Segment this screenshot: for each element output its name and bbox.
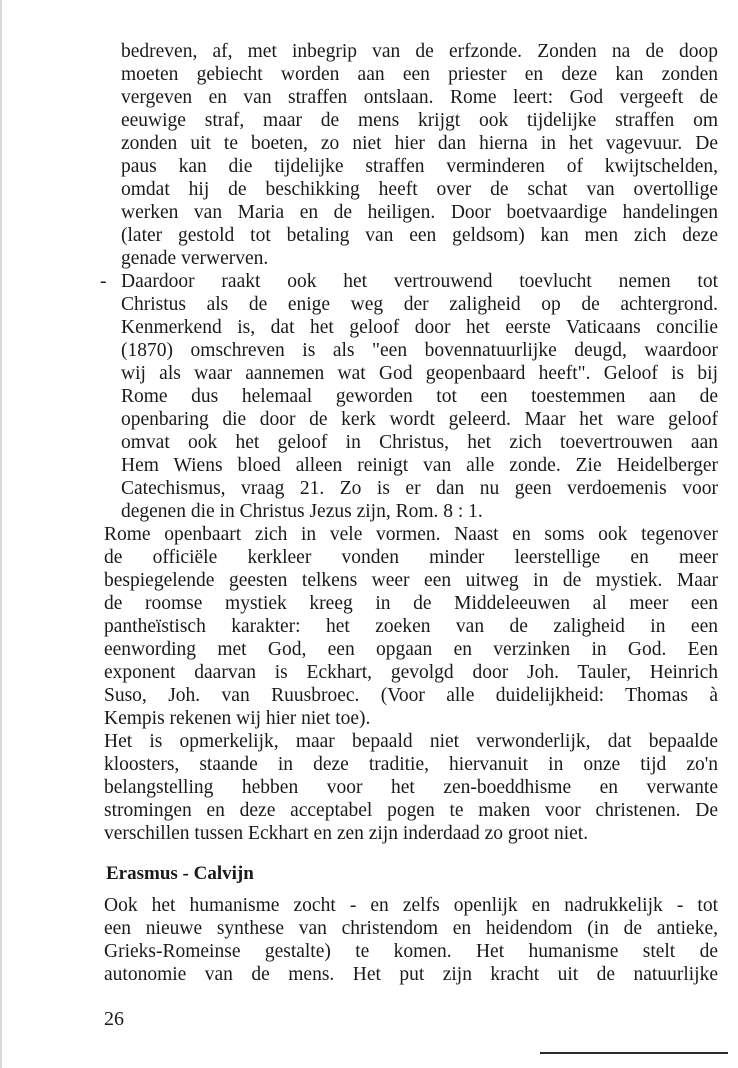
page-edge-shadow xyxy=(0,0,2,1068)
text-line: zonden uit te boeten, zo niet hier dan hierna in het vagevuur. De xyxy=(121,133,718,154)
text-line: omdat hij de beschikking heeft over de schat van overtollige xyxy=(121,179,718,200)
text-line: Het is opmerkelijk, maar bepaald niet verwonderlijk, dat bepaalde xyxy=(104,731,718,752)
text-line: Kenmerkend is, dat het geloof door het eerste Vaticaans concilie xyxy=(121,317,718,338)
text-line: autonomie van de mens. Het put zijn kracht uit de natuurlijke xyxy=(104,964,718,985)
section-heading: Erasmus - Calvijn xyxy=(106,863,254,884)
text-line: Suso, Joh. van Ruusbroec. (Voor alle duidelijkheid: Thomas à xyxy=(104,685,718,706)
text-line: exponent daarvan is Eckhart, gevolgd door Joh. Tauler, Heinrich xyxy=(104,662,718,683)
text-line: Ook het humanisme zocht - en zelfs openlijk en nadrukkelijk - tot xyxy=(104,895,718,916)
text-line: bespiegelende geesten telkens weer een uitweg in de mystiek. Maar xyxy=(104,570,718,591)
text-line: bedreven, af, met inbegrip van de erfzonde. Zonden na de doop xyxy=(121,41,718,62)
bottom-rule xyxy=(540,1052,728,1054)
text-line: omvat ook het geloof in Christus, het zich toevertrouwen aan xyxy=(121,432,718,453)
list-bullet: - xyxy=(100,271,107,292)
text-line: belangstelling hebben voor het zen-boeddhisme en verwante xyxy=(104,777,718,798)
text-line: Catechismus, vraag 21. Zo is er dan nu geen verdoemenis voor xyxy=(121,478,718,499)
text-line: wij als waar aannemen wat God geopenbaard heeft". Geloof is bij xyxy=(121,363,718,384)
text-line: vergeven en van straffen ontslaan. Rome leert: God vergeeft de xyxy=(121,87,718,108)
text-line: Kempis rekenen wij hier niet toe). xyxy=(104,708,371,729)
text-line: een nieuwe synthese van christendom en heidendom (in de antieke, xyxy=(104,918,718,939)
page-number: 26 xyxy=(104,1008,124,1030)
text-line: verschillen tussen Eckhart en zen zijn inderdaad zo groot niet. xyxy=(104,823,589,844)
text-line: pantheïstisch karakter: het zoeken van de zaligheid in een xyxy=(104,616,718,637)
text-line: de roomse mystiek kreeg in de Middeleeuwen al meer een xyxy=(104,593,718,614)
text-line: stromingen en deze acceptabel pogen te maken voor christenen. De xyxy=(104,800,718,821)
text-line: Rome dus helemaal geworden tot een toestemmen aan de xyxy=(121,386,718,407)
text-line: Christus als de enige weg der zaligheid op de achtergrond. xyxy=(121,294,718,315)
text-line: degenen die in Christus Jezus zijn, Rom. 8 : 1. xyxy=(121,501,483,522)
text-line: openbaring die door de kerk wordt geleerd. Maar het ware geloof xyxy=(121,409,718,430)
text-line: eenwording met God, een opgaan en verzinken in God. Een xyxy=(104,639,718,660)
text-line: genade verwerven. xyxy=(121,248,269,269)
text-line: Hem Wiens bloed alleen reinigt van alle zonde. Zie Heidelberger xyxy=(121,455,718,476)
text-line: de officiële kerkleer vonden minder leerstellige en meer xyxy=(104,547,718,568)
text-line: werken van Maria en de heiligen. Door boetvaardige handelingen xyxy=(121,202,718,223)
text-line: Rome openbaart zich in vele vormen. Naast en soms ook tegenover xyxy=(104,524,718,545)
text-line: (later gestold tot betaling van een geldsom) kan men zich deze xyxy=(121,225,718,246)
text-line: Daardoor raakt ook het vertrouwend toevlucht nemen tot xyxy=(121,271,718,292)
text-line: paus kan die tijdelijke straffen verminderen of kwijtschelden, xyxy=(121,156,718,177)
text-line: moeten gebiecht worden aan een priester en deze kan zonden xyxy=(121,64,718,85)
text-line: kloosters, staande in deze traditie, hiervanuit in onze tijd zo'n xyxy=(104,754,718,775)
text-line: (1870) omschreven is als "een bovennatuurlijke deugd, waardoor xyxy=(121,340,718,361)
text-line: Grieks-Romeinse gestalte) te komen. Het humanisme stelt de xyxy=(104,941,718,962)
text-line: eeuwige straf, maar de mens krijgt ook tijdelijke straffen om xyxy=(121,110,718,131)
